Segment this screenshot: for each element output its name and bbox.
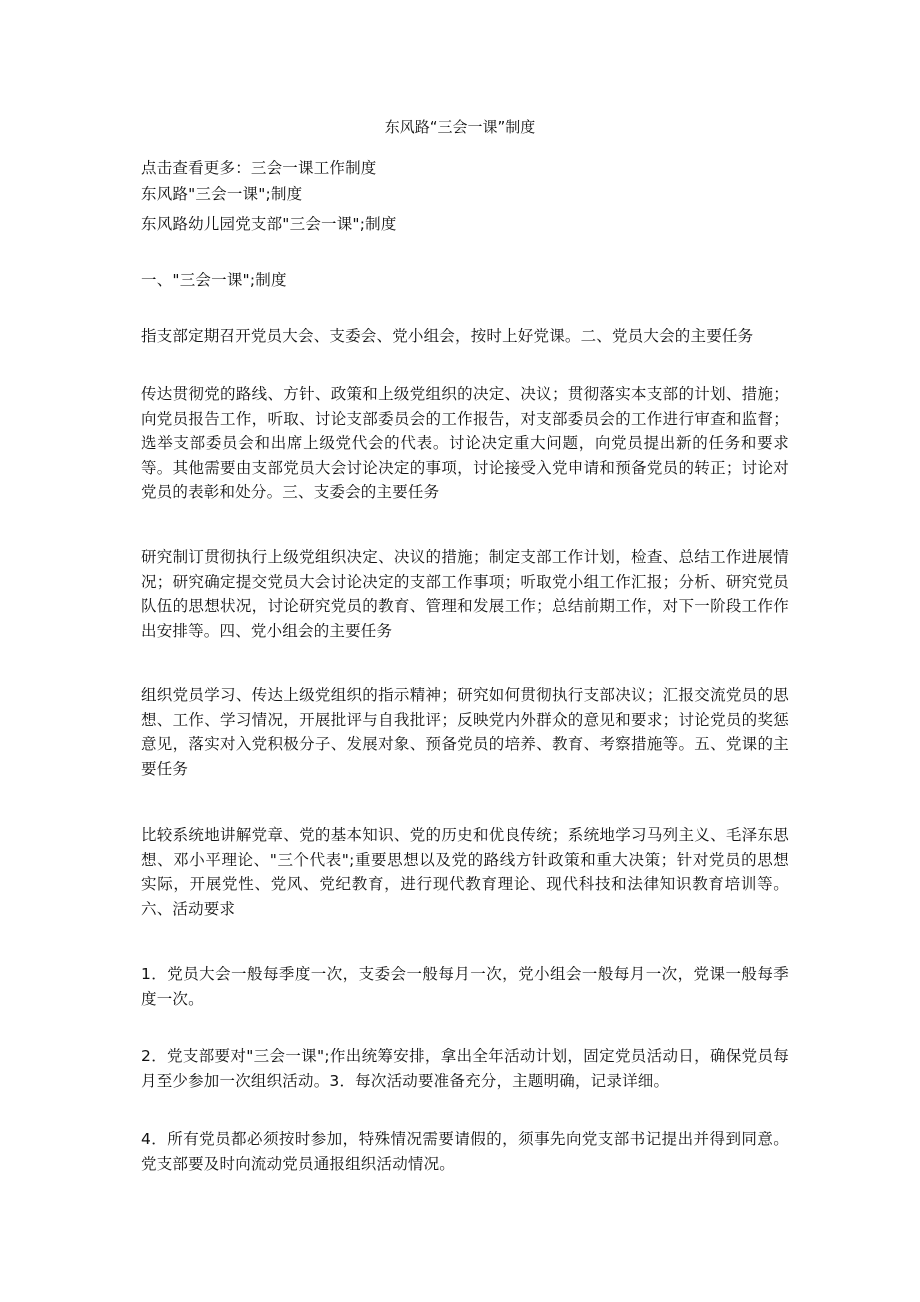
paragraph-requirement-1: 1．党员大会一般每季度一次，支委会一般每月一次，党小组会一般每月一次，党课一般每季度一次。 (141, 965, 789, 1008)
related-link-1[interactable]: 东风路"三会一课";制度 (141, 185, 303, 203)
paragraph-requirement-2-3: 2．党支部要对"三会一课";作出统筹安排，拿出全年活动计划，固定党员活动日，确保党员每月至少参加一次组织活动。3．每次活动要准备充分，主题明确，记录详细。 (141, 1047, 789, 1090)
paragraph-committee-tasks: 研究制订贯彻执行上级党组织决定、决议的措施；制定支部工作计划，检查、总结工作进展情况；研究确定提交党员大会讨论决定的支部工作事项；听取党小组工作汇报；分析、研究党员队伍的思想状况，讨论研究党员的教育、管理和发展工作；总结前期工作，对下一阶段工作作出安排等。四、党小组会的主要任务 (141, 548, 789, 640)
document-title: 东风路“三会一课”制度 (384, 118, 536, 136)
paragraph-definition: 指支部定期召开党员大会、支委会、党小组会，按时上好党课。二、党员大会的主要任务 (141, 327, 754, 345)
section-heading: 一、"三会一课";制度 (141, 271, 287, 289)
paragraph-requirement-4: 4．所有党员都必须按时参加，特殊情况需要请假的，须事先向党支部书记提出并得到同意。党支部要及时向流动党员通报组织活动情况。 (141, 1130, 789, 1173)
paragraph-party-meeting-tasks: 传达贯彻党的路线、方针、政策和上级党组织的决定、决议；贯彻落实本支部的计划、措施；向党员报告工作，听取、讨论支部委员会的工作报告，对支部委员会的工作进行审查和监督；选举支部委员会和出席上级党代会的代表。讨论决定重大问题，向党员提出新的任务和要求等。其他需要由支部党员大会讨论决定的事项，讨论接受入党申请和预备党员的转正；讨论对党员的表彰和处分。三、支委会的主要任务 (141, 385, 789, 501)
paragraph-group-meeting-tasks: 组织党员学习、传达上级党组织的指示精神；研究如何贯彻执行支部决议；汇报交流党员的思想、工作、学习情况，开展批评与自我批评；反映党内外群众的意见和要求；讨论党员的奖惩意见，落实对入党积极分子、发展对象、预备党员的培养、教育、考察措施等。五、党课的主要任务 (141, 686, 789, 778)
more-link[interactable]: 点击查看更多：三会一课工作制度 (141, 159, 377, 177)
related-link-2[interactable]: 东风路幼儿园党支部"三会一课";制度 (141, 215, 397, 233)
paragraph-party-class-tasks: 比较系统地讲解党章、党的基本知识、党的历史和优良传统；系统地学习马列主义、毛泽东思想、邓小平理论、"三个代表";重要思想以及党的路线方针政策和重大决策；针对党员的思想实际，开展党性、党风、党纪教育，进行现代教育理论、现代科技和法律知识教育培训等。六、活动要求 (141, 826, 789, 918)
